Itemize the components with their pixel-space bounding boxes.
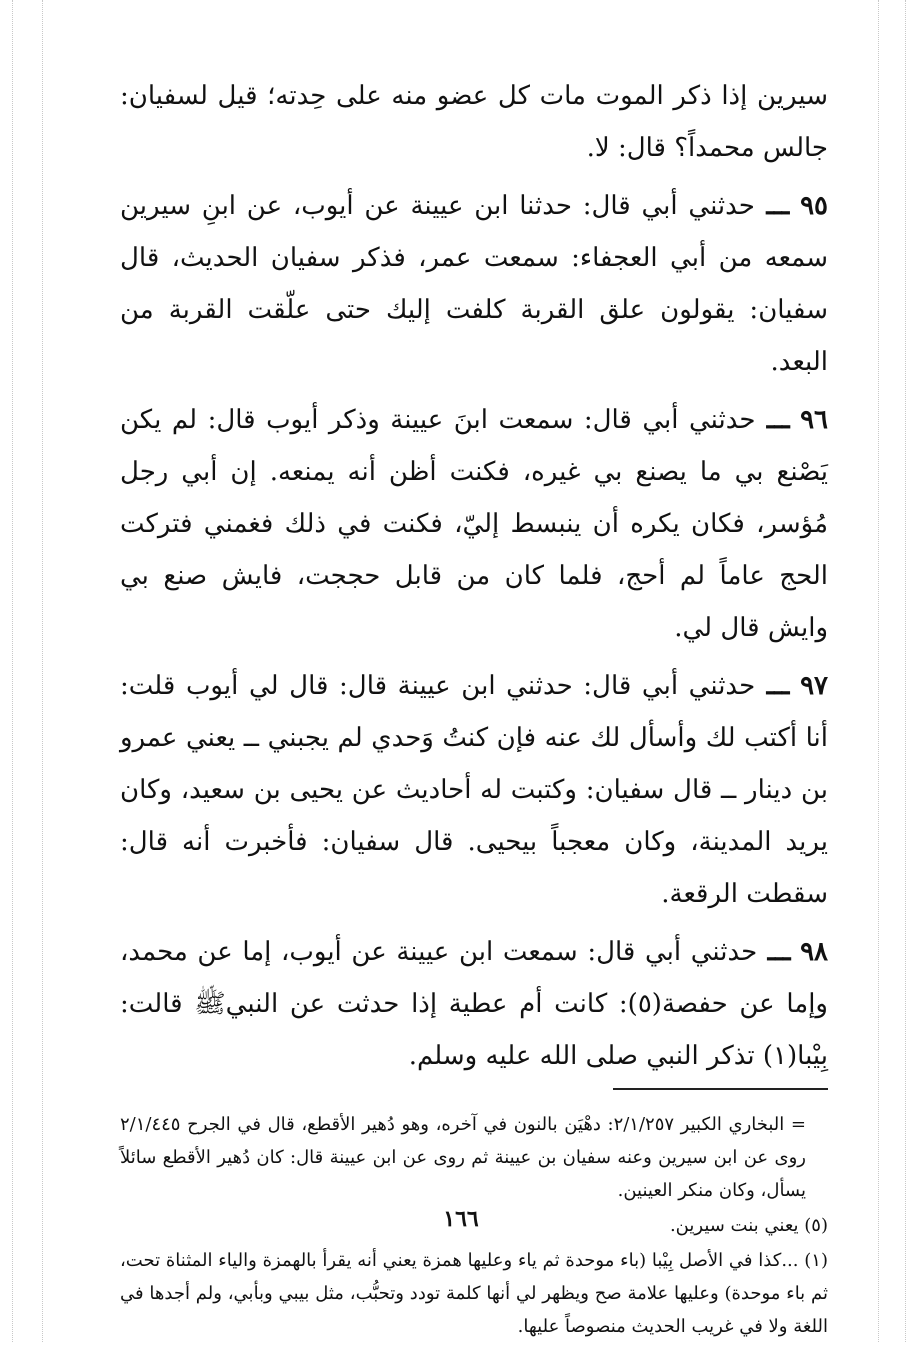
paragraph-number: ٩٧ (800, 671, 829, 701)
scan-guide-line (878, 0, 879, 1342)
paragraph-text: حدثني أبي قال: حدثنا ابن عيينة عن أيوب، عن ابنِ سيرين سمعه من أبي العجفاء: سمعت عمر، فذكر سفيان الحديث، قال سفيان: يقولون علق القربة كلفت إليك حتى علّقت القربة من البعد. (120, 191, 828, 377)
paragraph-95 (120, 180, 828, 388)
paragraph-97 (120, 660, 828, 920)
footnote-text: ...كذا في الأصل بِيْبا (باء موحدة ثم ياء وعليها همزة يعني أنه يقرأ بالهمزة والياء المثناة تحت، ثم باء موحدة) وعليها علامة صح ويظهر لي أنها كلمة تودد وتحبُّب، مثل بيبي وبأبي، ولم أجدها في اللغة ولا في غريب الحديث منصوصاً عليها. (120, 1250, 828, 1337)
paragraph-98 (120, 926, 828, 1082)
page-number: ١٦٦ (443, 1206, 479, 1232)
main-text (120, 70, 828, 1082)
paragraph-continuation (120, 70, 828, 174)
footnote-marker: = (790, 1114, 806, 1135)
paragraph-96 (120, 394, 828, 654)
footnote-separator (613, 1088, 828, 1090)
footnote-continuation (120, 1108, 828, 1207)
paragraph-number: ٩٦ (800, 405, 828, 435)
footnote-text: يعني بنت سيرين. (669, 1215, 799, 1236)
number-dash: ـــ (757, 937, 791, 967)
footnote-marker: (١) (804, 1250, 828, 1271)
book-page (120, 70, 828, 1345)
scan-guide-line (905, 0, 906, 1342)
number-dash: ـــ (755, 405, 790, 435)
paragraph-text: حدثني أبي قال: حدثني ابن عيينة قال: قال لي أيوب قلت: أنا أكتب لك وأسأل لك عنه فإن كنتُ وَحدي لم يجبني ــ يعني عمرو بن دينار ــ قال سفيان: وكتبت له أحاديث عن يحيى بن سعيد، وكان يريد المدينة، وكان معجباً بيحيى. قال سفيان: فأخبرت أنه قال: سقطت الرقعة. (120, 671, 828, 909)
paragraph-text: سيرين إذا ذكر الموت مات كل عضو منه على حِدته؛ قيل لسفيان: جالس محمداً؟ قال: لا. (120, 81, 828, 163)
paragraph-number: ٩٥ (800, 191, 828, 221)
footnote-marker: (٥) (804, 1215, 828, 1236)
scan-guide-line (42, 0, 43, 1342)
number-dash: ـــ (755, 671, 790, 701)
footnote-text: البخاري الكبير ٢/١/٢٥٧: دهْيَن بالنون في آخره، وهو دُهير الأقطع، قال في الجرح ٢/١/٤٤٥ روى عن ابن سيرين وعنه سفيان بن عيينة ثم روى عن ابن عيينة قال: كان دُهير الأقطع سائلاً يسأل، وكان منكر العينين. (120, 1114, 806, 1201)
footnote-1 (120, 1244, 828, 1343)
paragraph-text: حدثني أبي قال: سمعت ابنَ عيينة وذكر أيوب قال: لم يكن يَصْنع بي ما يصنع بي غيره، فكنت أظن أنه يمنعه. إن أبي رجل مُؤسر، فكان يكره أن ينبسط إليّ، فكنت في ذلك فغمني فتركت الحج عاماً لم أحج، فلما كان من قابل حججت، فايش صنع بي وايش قال لي. (120, 405, 828, 643)
scan-guide-line (12, 0, 13, 1342)
paragraph-number: ٩٨ (800, 937, 829, 967)
number-dash: ـــ (754, 191, 790, 221)
paragraph-text: حدثني أبي قال: سمعت ابن عيينة عن أيوب، إما عن محمد، وإما عن حفصة(٥): كانت أم عطية إذا حدثت عن النبيﷺ قالت: بِيْبا(١) تذكر النبي صلى الله عليه وسلم. (120, 937, 828, 1071)
